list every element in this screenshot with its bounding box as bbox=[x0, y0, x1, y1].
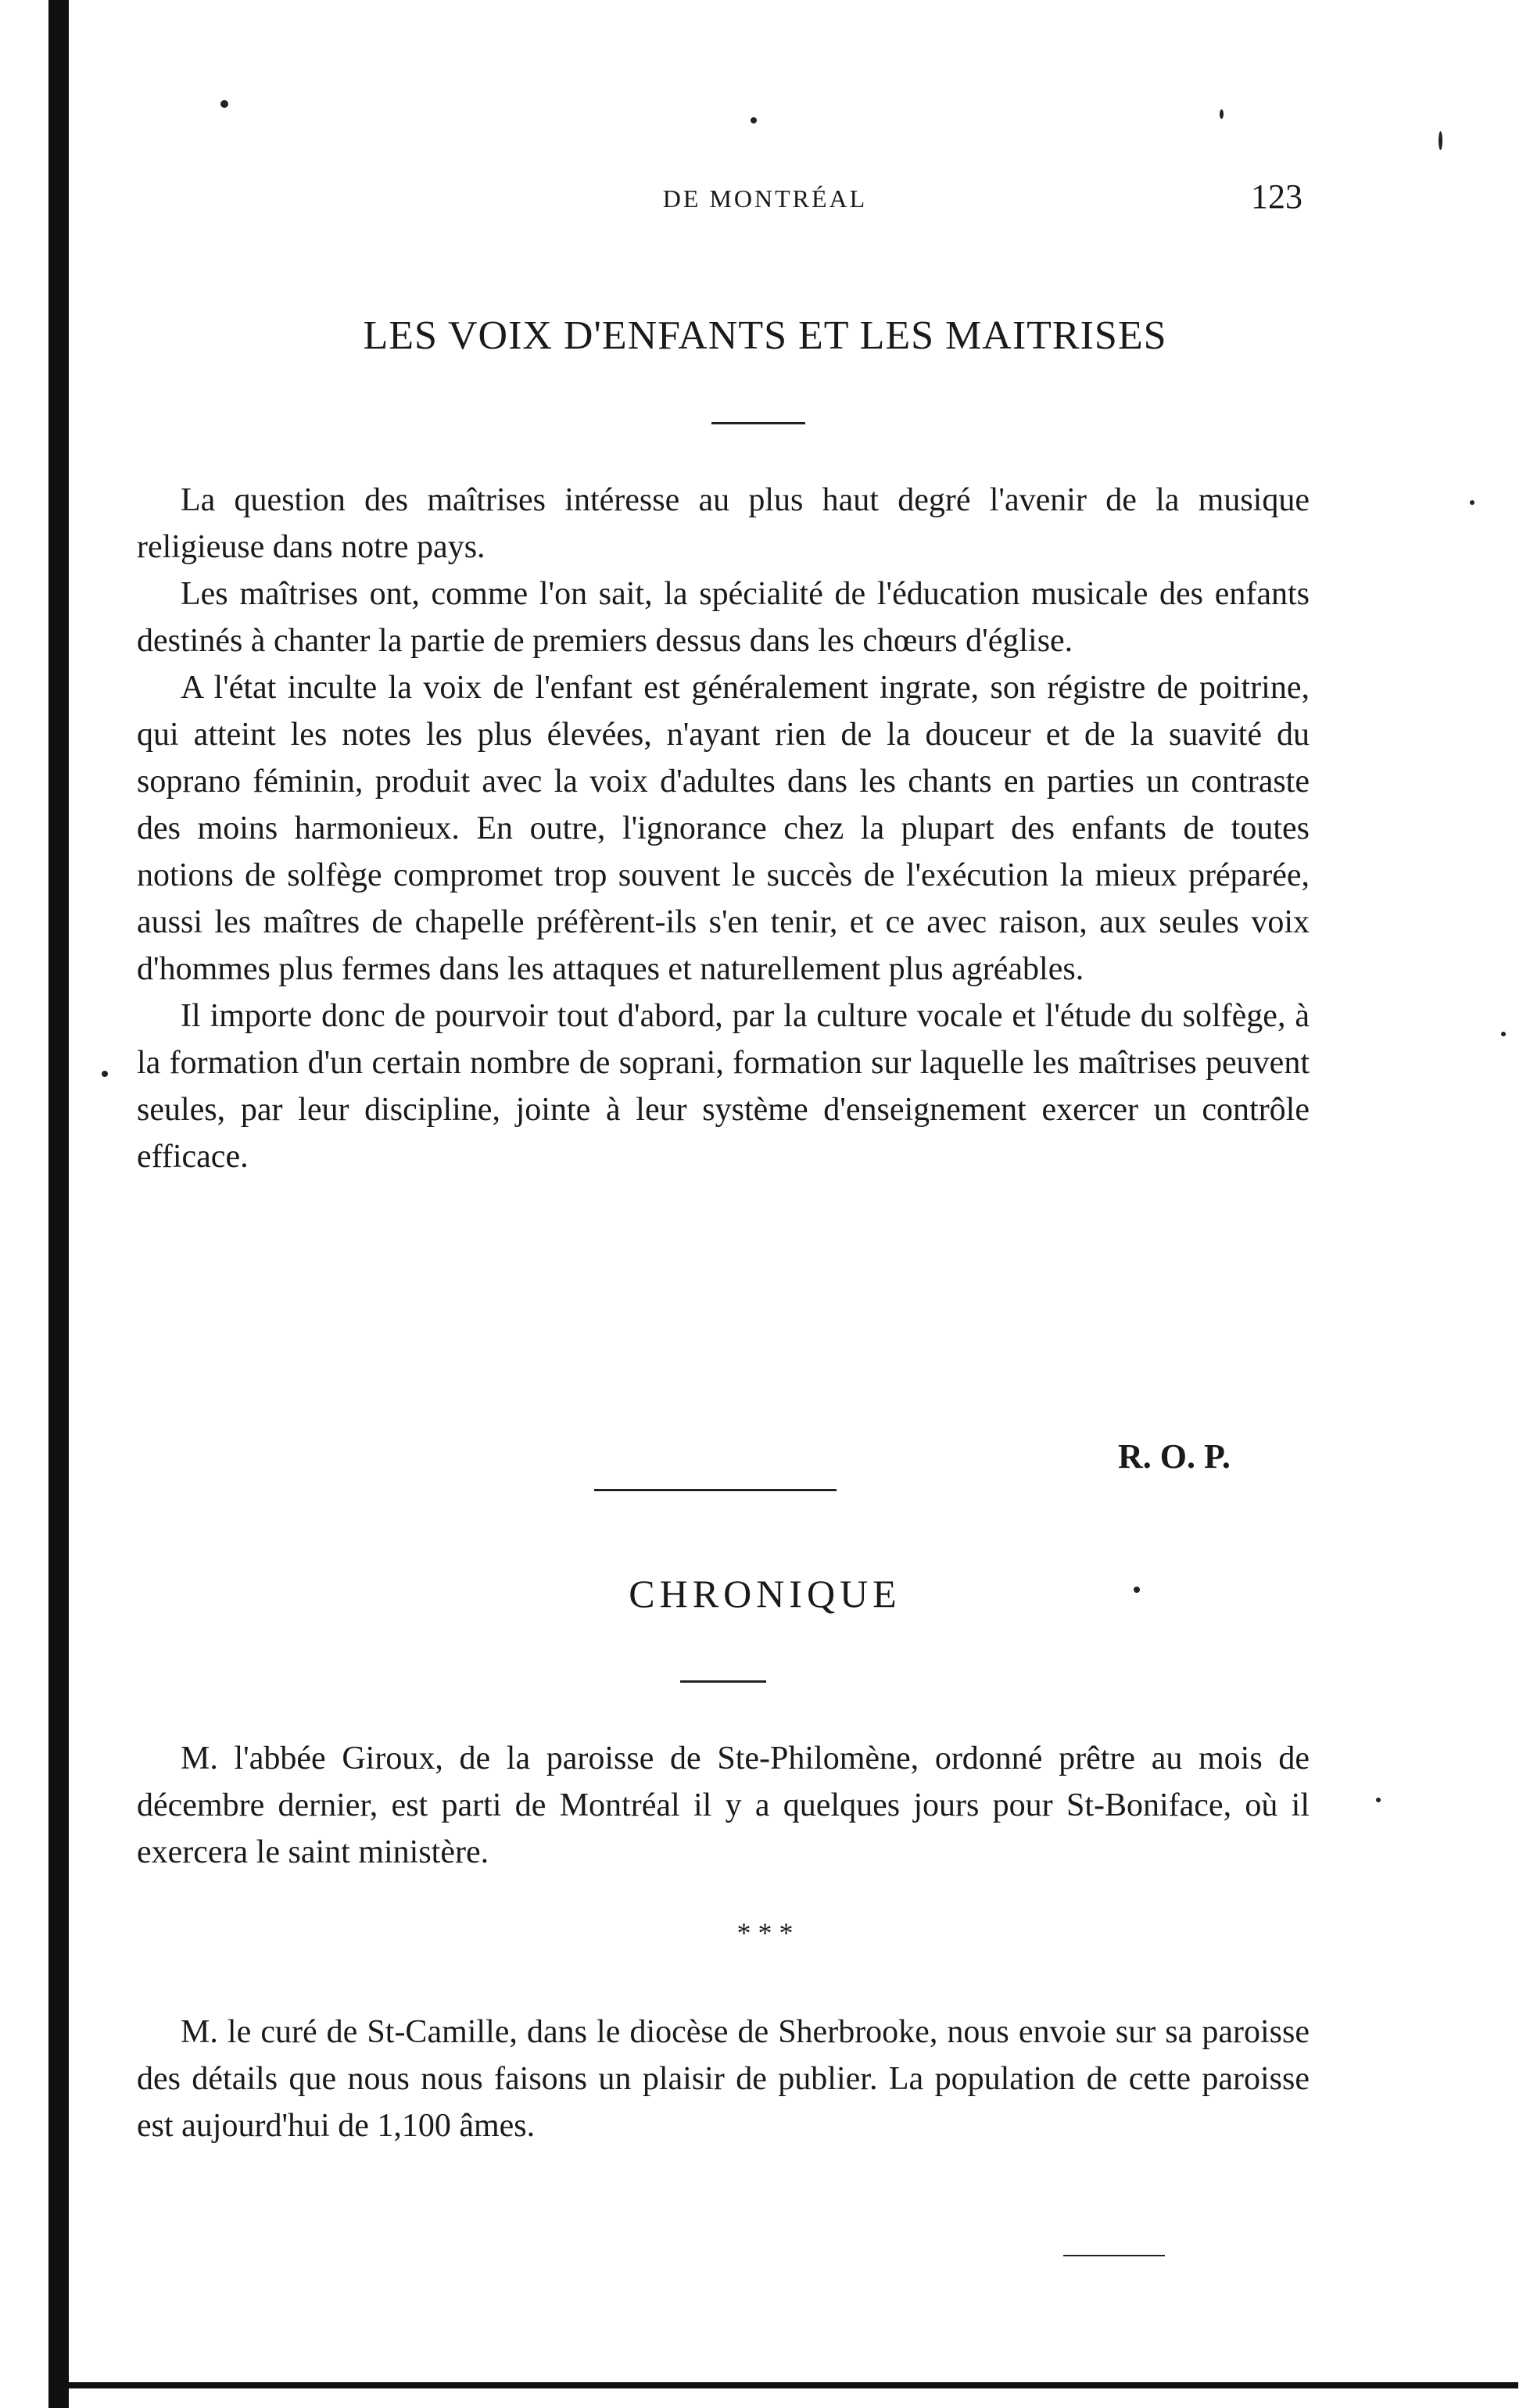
print-speck bbox=[1439, 131, 1442, 150]
title-rule bbox=[711, 422, 805, 424]
article-paragraph: La question des maîtrises intéresse au plus haut degré l'avenir de la musique religieuse dans notre pays. bbox=[137, 482, 1310, 565]
chronicle-paragraph: M. l'abbée Giroux, de la paroisse de Ste-Philomène, ordonné prêtre au mois de décembre dernier, est parti de Montréal il y a quelques jours pour St-Boniface, où il exercera le saint ministère. bbox=[137, 1741, 1310, 1870]
article-title: LES VOIX D'ENFANTS ET LES MAITRISES bbox=[363, 313, 1167, 358]
article-body bbox=[137, 477, 1310, 1180]
print-speck bbox=[1220, 109, 1224, 119]
running-header: DE MONTRÉAL bbox=[662, 184, 868, 213]
bottom-border-rule bbox=[48, 2382, 1518, 2388]
article-paragraph: Il importe donc de pourvoir tout d'abord, par la culture vocale et l'étude du solfège, à la formation d'un certain nombre de soprani, formation sur laquelle les maîtrises peuvent seules, par leur discipline, jointe à leur système d'enseignement exercer un contrôle efficace. bbox=[137, 998, 1310, 1175]
chronicle-body bbox=[137, 1735, 1310, 1876]
print-speck bbox=[1501, 1032, 1506, 1036]
article-paragraph: A l'état inculte la voix de l'enfant est généralement ingrate, son régistre de poitrine, qui atteint les notes les plus élevées, n'ayant rien de la douceur et de la suavité du soprano féminin, produit avec la voix d'adultes dans les chants en parties un contraste des moins harmonieux. En outre, l'ignorance chez la plupart des enfants de toutes notions de solfège compromet trop souvent le succès de l'exécution la mieux préparée, aussi les maîtres de chapelle préfèrent-ils s'en tenir, et ce avec raison, aux seules voix d'hommes plus fermes dans les attaques et naturellement plus agréables. bbox=[137, 670, 1310, 987]
end-rule bbox=[1063, 2255, 1165, 2256]
section-title: CHRONIQUE bbox=[629, 1572, 901, 1615]
print-speck bbox=[1376, 1798, 1381, 1802]
print-speck bbox=[220, 100, 228, 108]
section-title-rule bbox=[680, 1680, 766, 1683]
print-speck bbox=[102, 1071, 108, 1077]
print-speck bbox=[1470, 500, 1474, 505]
print-speck bbox=[751, 117, 757, 123]
chronicle-paragraph: M. le curé de St-Camille, dans le diocèse de Sherbrooke, nous envoie sur sa paroisse des détails que nous nous faisons un plaisir de publier. La population de cette paroisse est aujourd'hui de 1,100 âmes. bbox=[137, 2014, 1310, 2144]
left-border-rule bbox=[48, 0, 69, 2408]
chronicle-body-continued bbox=[137, 2009, 1310, 2149]
article-signature: R. O. P. bbox=[1118, 1437, 1231, 1476]
asterism-separator: * * * bbox=[736, 1917, 794, 1948]
section-rule bbox=[594, 1489, 837, 1491]
page-number: 123 bbox=[1251, 177, 1302, 216]
article-paragraph: Les maîtrises ont, comme l'on sait, la spécialité de l'éducation musicale des enfants destinés à chanter la partie de premiers dessus dans les chœurs d'église. bbox=[137, 576, 1310, 659]
